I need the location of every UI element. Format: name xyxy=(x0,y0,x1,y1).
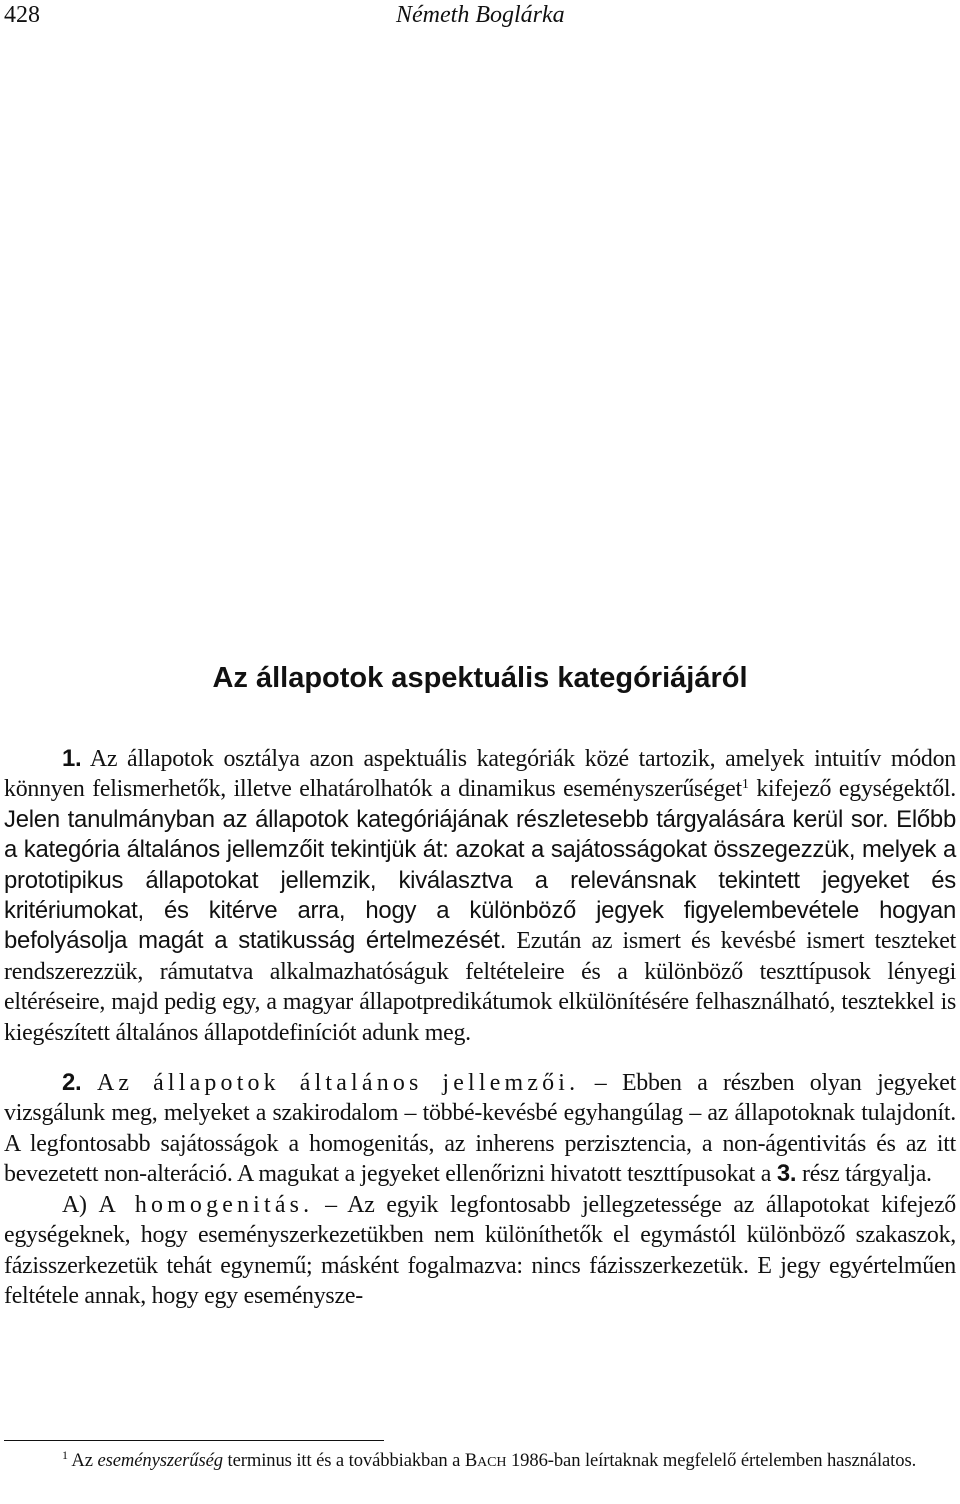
running-head-author: Németh Boglárka xyxy=(396,2,565,28)
section-2-heading: Az állapotok általános jellemzői. xyxy=(96,1070,580,1097)
section-1-line-4: Előbb a kategória általános jellemzőit tekintjük át: azokat a sajátosságokat összegezzük, melyek a prototipikus állapotokat jellemzik, kiválasztva a relevánsnak tekintett jegyeket és kritériumokat, és kitérve arra, hogy a különböző jegyek figyelembevétele hogyan befolyásolja magát a statikusság értelmezését. xyxy=(4,805,956,955)
footnote-divider xyxy=(4,1440,384,1441)
page-number: 428 xyxy=(4,2,40,28)
footnote-mid: terminus itt és a továbbiakban a xyxy=(222,1450,465,1471)
section-2-text-b: rész tárgyalja. xyxy=(796,1161,932,1188)
subsection-a-paragraph xyxy=(4,1190,956,1312)
subsection-a-text: – Az egyik legfontosabb jellegzetessége az állapotokat kifejező egységeknek, hogy eseményszerkezetükben nem különíthetők el egymástól különböző szakaszok, fázisszerkezetük tehát egynemű; másként fogalmazva: nincs fázisszerkezetük. E jegy egyértelműen feltétele annak, hogy egy eseménysze- xyxy=(4,1191,956,1309)
footnote-author-initial: B xyxy=(464,1450,478,1471)
subsection-a-label: A) xyxy=(62,1191,87,1218)
footnote xyxy=(4,1448,956,1475)
section-1-number: 1. xyxy=(62,745,82,772)
footnote-marker: 1 xyxy=(62,1448,68,1462)
section-2-paragraph xyxy=(4,1068,956,1190)
footnote-author-rest: ACH xyxy=(477,1455,507,1470)
section-1-paragraph xyxy=(4,744,956,1048)
section-1-line-5: Ezután az ismert és kevésbé ismert teszteket rendszerezzük, rámutatva alkalmazhatóságuk feltételeire és a különböző teszttípusok lényegi eltéréseire, majd pedig egy, a magyar állapotpredikátumok elkülönítésére felhasználható, tesztekkel is kiegészített általános állapotdefiníciót adunk meg. xyxy=(4,928,956,1046)
footnote-ref: 1 xyxy=(741,777,749,793)
running-header xyxy=(0,0,960,34)
footnote-term: eseményszerűség xyxy=(97,1450,223,1471)
section-2-text-a: – Ebben a részben olyan jegyeket vizsgálunk meg, melyeket a szakirodalom – többé-kevésbé egyhangúlag – az állapotoknak tulajdonít. A legfontosabb sajátosságok a homogenitás, az inherens perzisztencia, a non-ágentivitás és az itt bevezetett non-alteráció. A magukat a jegyeket ellenőrizni hivatott teszttípusokat a xyxy=(4,1070,956,1188)
section-gap xyxy=(4,1048,956,1068)
subsection-a-heading: A homogenitás. xyxy=(98,1191,314,1218)
section-1-line-3: Jelen tanulmányban az állapotok kategóriájának részletesebb tárgyalására kerül sor. xyxy=(4,805,889,833)
footnote-post: 1986-ban leírtaknak megfelelő értelemben használatos. xyxy=(506,1450,917,1471)
footnote-pre: Az xyxy=(67,1450,98,1471)
article-title: Az állapotok aspektuális kategóriájáról xyxy=(212,662,748,694)
article-body xyxy=(4,744,956,1311)
section-1-line-1: Az állapotok osztálya azon aspektuális kategóriák közé tartozik, amelyek intuitív módon könnyen felismerhetők, illetve elhatárolhatók a dinamikus eseményszerűséget xyxy=(4,746,956,803)
section-ref-number: 3. xyxy=(776,1160,797,1188)
section-1-line-2: kifejező egységektől. xyxy=(748,776,956,803)
section-2-number: 2. xyxy=(62,1069,82,1097)
